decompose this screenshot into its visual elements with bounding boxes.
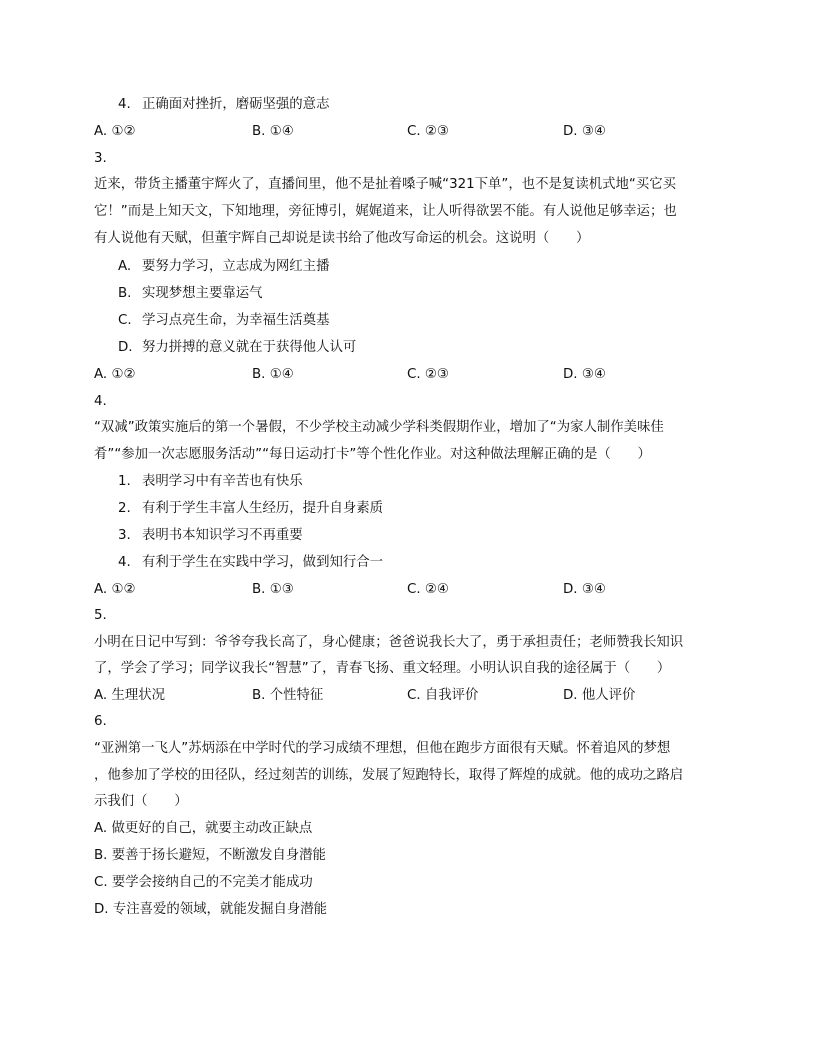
q4-item-1 [118, 473, 758, 491]
option-b[interactable]: B. ①④ [252, 367, 294, 382]
item-text: 有利于学生丰富人生经历，提升自身素质 [142, 501, 384, 516]
q3-number: 3. [94, 151, 107, 166]
q6-option-a[interactable]: A. 做更好的自己，就要主动改正缺点 [94, 821, 313, 836]
item-text: 有利于学生在实践中学习，做到知行合一 [142, 555, 384, 570]
option-c[interactable]: C. ②④ [407, 582, 449, 597]
option-c[interactable]: C. 自我评价 [407, 688, 479, 703]
q6-stem-line-2: ，他参加了学校的田径队，经过刻苦的训练，发展了短跑特长，取得了辉煌的成就。他的成功之路启 [94, 768, 684, 783]
option-a[interactable]: A. ①② [94, 124, 136, 139]
q4-options [94, 581, 734, 599]
q3-stem-line-2: 它！”而是上知天文，下知地理，旁征博引，娓娓道来，让人听得欲罢不能。有人说他足够幸运；也 [94, 204, 677, 219]
item-number: 1. [118, 474, 131, 489]
option-d[interactable]: D. ③④ [563, 582, 606, 597]
q6-stem-line-1: “亚洲第一飞人”苏炳添在中学时代的学习成绩不理想，但他在跑步方面很有天赋。怀着追风的梦想 [94, 741, 671, 756]
q2-item-4 [118, 96, 758, 114]
q5-stem-line-2: 了，学会了学习；同学议我长“智慧”了，青春飞扬、重文轻理。小明认识自我的途径属于（ ） [94, 661, 671, 676]
item-number: 4. [118, 97, 131, 112]
option-a[interactable]: A. ①② [94, 582, 136, 597]
option-d[interactable]: D. 他人评价 [563, 688, 636, 703]
option-d[interactable]: D. ③④ [563, 124, 606, 139]
q4-item-3 [118, 527, 758, 545]
item-text: 正确面对挫折，磨砺坚强的意志 [142, 97, 330, 112]
item-number: 4. [118, 555, 131, 570]
q4-stem-line-1: “双减”政策实施后的第一个暑假，不少学校主动减少学科类假期作业，增加了“为家人制作美味佳 [94, 420, 664, 435]
q5-stem-line-1: 小明在日记中写到：爷爷夸我长高了，身心健康；爸爸说我长大了，勇于承担责任；老师赞我长知识 [94, 635, 684, 650]
item-number: C. [118, 313, 132, 328]
option-b[interactable]: B. ①④ [252, 124, 294, 139]
q4-item-4 [118, 554, 758, 572]
q5-options [94, 687, 734, 705]
q5-number: 5. [94, 608, 107, 623]
q2-options [94, 123, 734, 141]
q6-option-d[interactable]: D. 专注喜爱的领域，就能发掘自身潜能 [94, 902, 328, 917]
q6-option-b[interactable]: B. 要善于扬长避短，不断激发自身潜能 [94, 848, 326, 863]
q4-stem-line-2: 肴”“参加一次志愿服务活动”“每日运动打卡”等个性化作业。对这种做法理解正确的是（ ） [94, 447, 651, 462]
item-text: 要努力学习，立志成为网红主播 [142, 259, 330, 274]
q6-option-c[interactable]: C. 要学会接纳自己的不完美才能成功 [94, 875, 313, 890]
item-number: B. [118, 286, 132, 301]
item-text: 努力拼搏的意义就在于获得他人认可 [142, 340, 357, 355]
item-number: D. [118, 340, 133, 355]
item-text: 表明学习中有辛苦也有快乐 [142, 474, 303, 489]
q3-stem-line-3: 有人说他有天赋，但董宇辉自己却说是读书给了他改写命运的机会。这说明（ ） [94, 231, 590, 246]
q6-stem-line-3: 示我们（ ） [94, 794, 188, 809]
q4-number: 4. [94, 394, 107, 409]
option-a[interactable]: A. 生理状况 [94, 688, 165, 703]
option-b[interactable]: B. ①③ [252, 582, 294, 597]
q3-item-b [118, 285, 758, 303]
item-text: 实现梦想主要靠运气 [142, 286, 263, 301]
q6-number: 6. [94, 714, 107, 729]
q3-stem-line-1: 近来，带货主播董宇辉火了，直播间里，他不是扯着嗓子喊“321下单”，也不是复读机式地“买它买 [94, 177, 676, 192]
item-text: 表明书本知识学习不再重要 [142, 528, 303, 543]
option-d[interactable]: D. ③④ [563, 367, 606, 382]
item-number: A. [118, 259, 132, 274]
option-c[interactable]: C. ②③ [407, 367, 449, 382]
option-a[interactable]: A. ①② [94, 367, 136, 382]
q3-item-a [118, 258, 758, 276]
q3-item-d [118, 339, 758, 357]
item-number: 2. [118, 501, 131, 516]
item-number: 3. [118, 528, 131, 543]
item-text: 学习点亮生命，为幸福生活奠基 [142, 313, 330, 328]
q3-item-c [118, 312, 758, 330]
option-b[interactable]: B. 个性特征 [252, 688, 324, 703]
q3-options [94, 366, 734, 384]
q4-item-2 [118, 500, 758, 518]
option-c[interactable]: C. ②③ [407, 124, 449, 139]
